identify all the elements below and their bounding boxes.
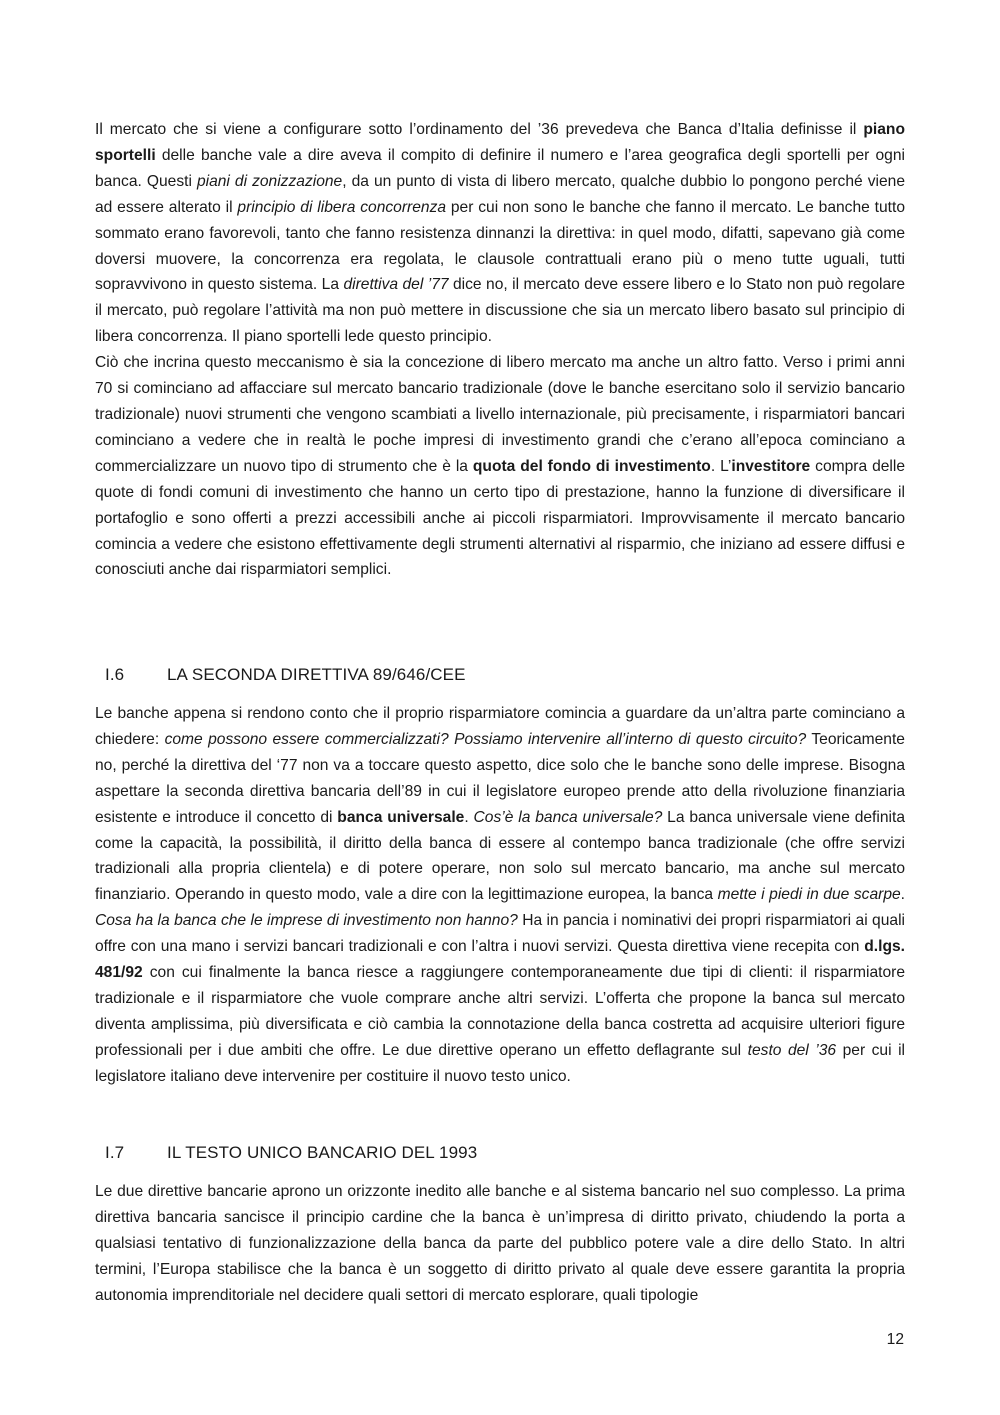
text-run: per cui non sono le banche che fanno il mercato. Le banche tutto sommato erano favorevoli, tanto che fanno resistenza dinnanzi la direttiva: in quel modo, difatti, sapevano già come doversi muovere, la concorrenza era regolata, le clausole contrattuali erano più o meno tutte uguali, tutti sopravvivono in questo sistema. La xyxy=(95,198,905,294)
bold-text: piano sportelli xyxy=(95,121,905,164)
text-run: , da un punto di vista di libero mercato, qualche dubbio lo pongono perché viene ad essere alterato il xyxy=(95,172,905,216)
italic-text: Cosa ha la banca che le imprese di investimento non hanno? xyxy=(95,912,518,930)
italic-text: direttiva del ’77 xyxy=(343,276,449,294)
italic-text: Cos’è la banca universale? xyxy=(473,808,663,826)
section-text xyxy=(95,1179,905,1309)
paragraph xyxy=(95,350,905,583)
text-run: Ha in pancia i nominativi dei propri risparmiatori ai quali offre con una mano i servizi bancari tradizionali e con l’altra i nuovi servizi. Questa direttiva viene recepita con xyxy=(95,912,905,956)
italic-text: come possono essere commercializzati? Possiamo intervenire all’interno di questo circuito? xyxy=(164,730,807,748)
text-run: La banca universale viene definita come la capacità, la possibilità, il diritto della banca di essere al contempo banca tradizionale (che offre servizi tradizionali alla propria clientela) e di potere operare, non solo sul mercato bancario, ma anche sul mercato finanziario. Operando in questo modo, vale a dire con la legittimazione europea, la banca xyxy=(95,808,905,904)
text-run: compra delle quote di fondi comuni di investimento che hanno un certo tipo di prestazione, hanno la funzione di diversificare il portafoglio e sono offerti a prezzi accessibili anche ai piccoli risparmiatori. Improvvisamente il mercato bancario comincia a vedere che esistono effettivamente degli strumenti alternativi al risparmio, che iniziano ad essere diffusi e conosciuti anche dai risparmiatori semplici. xyxy=(95,457,906,579)
section-title: LA SECONDA DIRETTIVA 89/646/CEE xyxy=(167,665,466,684)
section-number: I.6 xyxy=(105,665,125,684)
bold-text: d.lgs. 481/92 xyxy=(95,938,905,982)
text-run: Ciò che incrina questo meccanismo è sia la concezione di libero mercato ma anche un altro fatto. Verso i primi anni 70 si cominciano ad affacciare sul mercato bancario tradizionale (dove le banche esercitano solo il servizio bancario tradizionale) nuovi strumenti che vengono scambiati a livello internazionale, più precisamente, i risparmiatori bancari cominciano a vedere che in realtà le poche impresi di investimento grandi che c’erano all’epoca cominciano a commercializzare un nuovo tipo di strumento che è la xyxy=(95,354,905,475)
text-run: delle banche vale a dire aveva il compito di definire il numero e l’area geografica degli sportelli per ogni banca. Questi xyxy=(95,146,905,190)
text-run: con cui finalmente la banca riesce a raggiungere contemporaneamente due tipi di clienti: il risparmiatore tradizionale e il risparmiatore che vuole comprare anche altri servizi. L’offerta che propone la banca sul mercato diventa amplissima, più diversificata e ciò cambia la connotazione della banca costretta ad acquisire ulteriori figure professionali per i due ambiti che offre. Le due direttive operano un effetto deflagrante sul xyxy=(95,964,905,1059)
bold-text: banca universale xyxy=(337,808,465,826)
italic-text: mette i piedi in due scarpe xyxy=(717,886,901,904)
italic-text: testo del ’36 xyxy=(747,1041,837,1059)
paragraph xyxy=(95,117,905,350)
text-run: Il mercato che si viene a configurare sotto l’ordinamento del ’36 prevedeva che Banca d’Italia definisse il xyxy=(95,121,864,138)
section-title: IL TESTO UNICO BANCARIO DEL 1993 xyxy=(167,1143,478,1162)
text-run: dice no, il mercato deve essere libero e lo Stato non può regolare il mercato, può regolare l’attività ma non può mettere in discussione che sia un mercato libero basato sul principio di libera concorrenza. Il piano sportelli lede questo principio. xyxy=(95,276,906,346)
text-run: per cui il legislatore italiano deve intervenire per costituire il nuovo testo unico. xyxy=(95,1041,905,1085)
intro-text xyxy=(95,117,905,583)
text-run: Le banche appena si rendono conto che il proprio risparmiatore comincia a guardare da un’altra parte cominciano a chiedere: xyxy=(95,705,905,748)
section-heading xyxy=(95,1143,905,1163)
text-run: . L’ xyxy=(710,457,732,475)
page-number: 12 xyxy=(886,1331,904,1348)
bold-text: investitore xyxy=(731,457,811,475)
text-run: Teoricamente no, perché la direttiva del ‘77 non va a toccare questo aspetto, dice solo che le banche sono delle imprese. Bisogna aspettare la seconda direttiva bancaria dell’89 in cui il legislatore europeo prende atto della rivoluzione finanziaria esistente e introduce il concetto di xyxy=(95,730,905,826)
paragraph xyxy=(95,1179,905,1309)
italic-text: piani di zonizzazione xyxy=(196,172,343,190)
bold-text: quota del fondo di investimento xyxy=(472,457,711,475)
section-heading xyxy=(95,665,905,685)
text-run: . xyxy=(900,886,906,904)
section-text xyxy=(95,701,905,1090)
paragraph xyxy=(95,701,905,1090)
section-number: I.7 xyxy=(105,1143,125,1162)
text-run: Le due direttive bancarie aprono un orizzonte inedito alle banche e al sistema bancario nel suo complesso. La prima direttiva bancaria sancisce il principio cardine che la banca è un’impresa di diritto privato, chiudendo la porta a qualsiasi tentativo di funzionalizzazione della banca da parte del pubblico potere vale a dire dello Stato. In altri termini, l’Europa stabilisce che la banca è un soggetto di diritto privato al quale deve essere garantita la propria autonomia imprenditoriale nel decidere quali settori di mercato esplorare, quali tipologie xyxy=(95,1183,905,1304)
text-run: . xyxy=(464,808,474,826)
italic-text: principio di libera concorrenza xyxy=(237,198,447,216)
